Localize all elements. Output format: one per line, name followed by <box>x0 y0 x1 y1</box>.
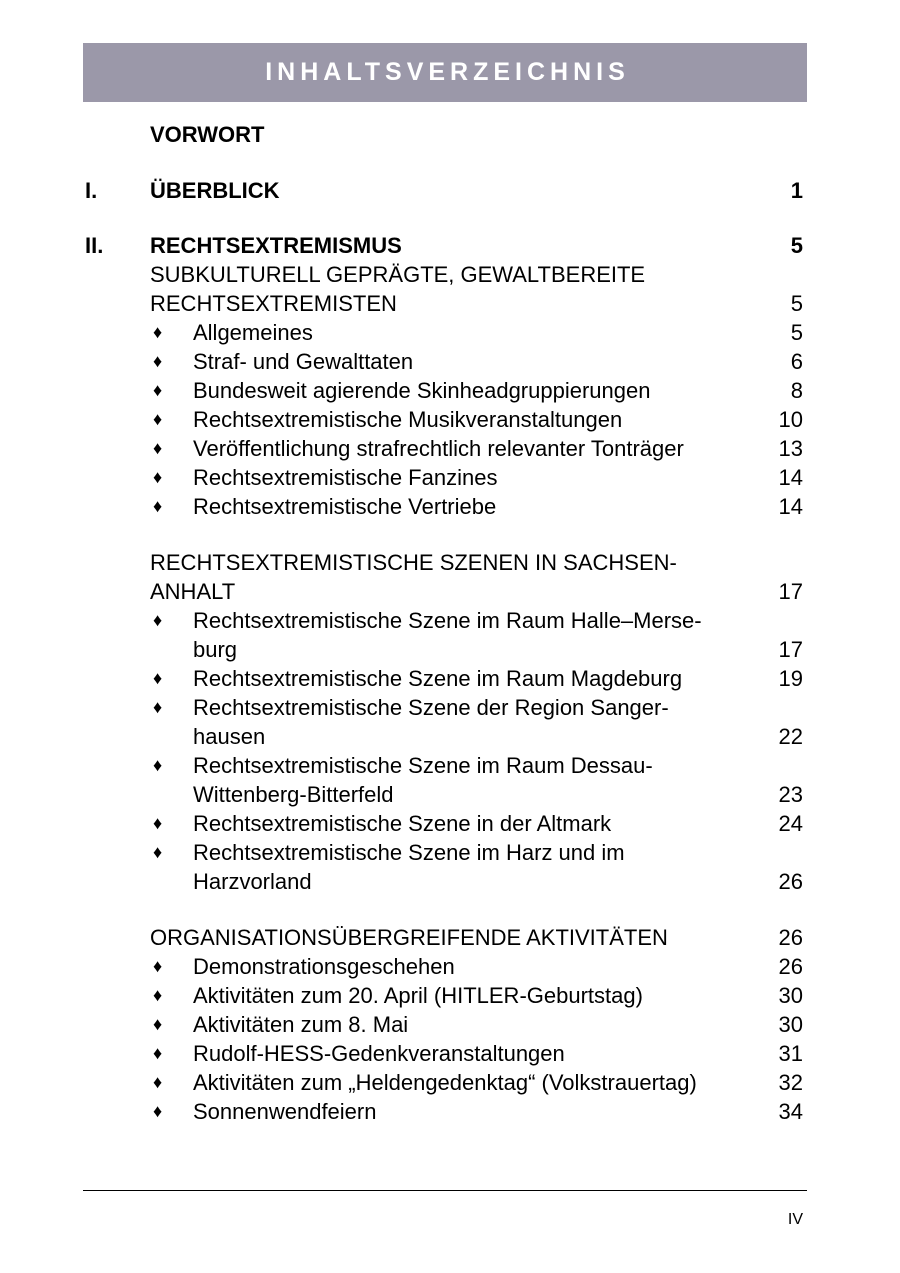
list-item[interactable] <box>83 1010 803 1039</box>
bullet-diamond-icon: ♦ <box>153 668 163 688</box>
list-item-text: hausen <box>193 724 266 749</box>
toc-entry-rechtsextremismus[interactable] <box>83 231 803 260</box>
section-title: ORGANISATIONSÜBERGREIFENDE AKTIVITÄTEN <box>150 925 668 950</box>
list-item[interactable] <box>83 318 803 347</box>
list-item[interactable] <box>83 693 803 751</box>
page-number: 17 <box>778 579 803 604</box>
page-number: 26 <box>778 954 803 979</box>
list-item[interactable] <box>83 463 803 492</box>
page-number: 14 <box>778 465 803 490</box>
page-number: 30 <box>778 983 803 1008</box>
page-number: 10 <box>778 407 803 432</box>
toc-section-subkulturell[interactable] <box>83 260 803 318</box>
list-item-text: Aktivitäten zum 20. April (HITLER-Geburtstag) <box>193 983 643 1008</box>
chapter-number: I. <box>85 178 98 203</box>
page-number: 8 <box>790 378 803 403</box>
bullet-diamond-icon: ♦ <box>153 1043 163 1063</box>
bullet-diamond-icon: ♦ <box>153 755 163 775</box>
list-item-text: Straf- und Gewalttaten <box>193 349 414 374</box>
list-item[interactable] <box>83 1039 803 1068</box>
header-bar <box>83 43 807 102</box>
list-item[interactable] <box>83 376 803 405</box>
section-title-line: SUBKULTURELL GEPRÄGTE, GEWALTBEREITE <box>150 262 646 287</box>
list-item[interactable] <box>83 1097 803 1126</box>
list-item-text: Harzvorland <box>193 869 312 894</box>
page-number: 30 <box>778 1012 803 1037</box>
list-item-text: Aktivitäten zum „Heldengedenktag“ (Volkstrauertag) <box>193 1070 697 1095</box>
page-number: 23 <box>778 782 803 807</box>
toc-list-section3 <box>83 952 803 1126</box>
page-number: 17 <box>778 637 803 662</box>
page-number: 5 <box>790 233 803 258</box>
page-number: 19 <box>778 666 803 691</box>
list-item[interactable] <box>83 952 803 981</box>
toc-entry-title: RECHTSEXTREMISMUS <box>150 233 402 258</box>
list-item[interactable] <box>83 809 803 838</box>
list-item-text: Rechtsextremistische Szene im Raum Magdeburg <box>193 666 683 691</box>
bullet-diamond-icon: ♦ <box>153 1014 163 1034</box>
toc-entry-vorwort[interactable] <box>83 120 803 149</box>
bullet-diamond-icon: ♦ <box>153 380 163 400</box>
list-item-text: Rechtsextremistische Fanzines <box>193 465 498 490</box>
bullet-diamond-icon: ♦ <box>153 322 163 342</box>
bullet-diamond-icon: ♦ <box>153 610 163 630</box>
bullet-diamond-icon: ♦ <box>153 842 163 862</box>
table-of-contents <box>83 120 803 1126</box>
list-item[interactable] <box>83 434 803 463</box>
toc-entry-title: ÜBERBLICK <box>150 178 280 203</box>
page-number: 24 <box>778 811 803 836</box>
list-item-text: Rechtsextremistische Vertriebe <box>193 494 497 519</box>
list-item-text: Sonnenwendfeiern <box>193 1099 377 1124</box>
toc-list-section2 <box>83 606 803 896</box>
section-title-line: RECHTSEXTREMISTEN <box>150 291 397 316</box>
list-item[interactable] <box>83 664 803 693</box>
list-item-text: Aktivitäten zum 8. Mai <box>193 1012 409 1037</box>
page-number: 34 <box>778 1099 803 1124</box>
page-number: 5 <box>790 320 803 345</box>
page-number: 32 <box>778 1070 803 1095</box>
list-item[interactable] <box>83 981 803 1010</box>
page-number: 26 <box>778 925 803 950</box>
list-item-text: Bundesweit agierende Skinheadgruppierungen <box>193 378 651 403</box>
list-item-text: Rechtsextremistische Musikveranstaltungen <box>193 407 623 432</box>
toc-list-section1 <box>83 318 803 521</box>
page-number: 5 <box>790 291 803 316</box>
footer-page-number: IV <box>787 1211 803 1228</box>
list-item-text: Allgemeines <box>193 320 313 345</box>
list-item[interactable] <box>83 347 803 376</box>
list-item-text: Rudolf-HESS-Gedenkveranstaltungen <box>193 1041 565 1066</box>
list-item[interactable] <box>83 751 803 809</box>
toc-entry-title: VORWORT <box>150 122 265 147</box>
list-item-text: Rechtsextremistische Szene im Raum Dessau- <box>193 753 653 778</box>
bullet-diamond-icon: ♦ <box>153 1072 163 1092</box>
list-item-text: burg <box>193 637 238 662</box>
page-number: 22 <box>778 724 803 749</box>
list-item[interactable] <box>83 1068 803 1097</box>
page-number: 13 <box>778 436 803 461</box>
bullet-diamond-icon: ♦ <box>153 351 163 371</box>
footer-divider <box>83 1190 807 1191</box>
toc-entry-ueberblick[interactable] <box>83 176 803 205</box>
toc-section-szenen[interactable] <box>83 548 803 606</box>
list-item-text: Rechtsextremistische Szene in der Altmark <box>193 811 612 836</box>
page-title: INHALTSVERZEICHNIS <box>265 58 630 86</box>
list-item-text: Veröffentlichung strafrechtlich relevanter Tonträger <box>193 436 684 461</box>
page-number: 31 <box>778 1041 803 1066</box>
section-title-line: RECHTSEXTREMISTISCHE SZENEN IN SACHSEN- <box>150 550 677 575</box>
toc-section-aktivitaeten[interactable] <box>83 923 803 952</box>
bullet-diamond-icon: ♦ <box>153 956 163 976</box>
bullet-diamond-icon: ♦ <box>153 409 163 429</box>
chapter-number: II. <box>85 233 104 258</box>
list-item[interactable] <box>83 606 803 664</box>
list-item-text: Wittenberg-Bitterfeld <box>193 782 394 807</box>
list-item-text: Rechtsextremistische Szene im Harz und im <box>193 840 625 865</box>
page-number: 14 <box>778 494 803 519</box>
list-item-text: Demonstrationsgeschehen <box>193 954 455 979</box>
bullet-diamond-icon: ♦ <box>153 496 163 516</box>
bullet-diamond-icon: ♦ <box>153 697 163 717</box>
bullet-diamond-icon: ♦ <box>153 813 163 833</box>
list-item[interactable] <box>83 838 803 896</box>
page-number: 26 <box>778 869 803 894</box>
bullet-diamond-icon: ♦ <box>153 467 163 487</box>
section-title-line: ANHALT <box>150 579 236 604</box>
list-item-text: Rechtsextremistische Szene der Region Sanger- <box>193 695 669 720</box>
bullet-diamond-icon: ♦ <box>153 438 163 458</box>
bullet-diamond-icon: ♦ <box>153 1101 163 1121</box>
list-item[interactable] <box>83 405 803 434</box>
list-item[interactable] <box>83 492 803 521</box>
list-item-text: Rechtsextremistische Szene im Raum Halle–Merse- <box>193 608 702 633</box>
page-number: 1 <box>790 178 803 203</box>
page-number: 6 <box>790 349 803 374</box>
bullet-diamond-icon: ♦ <box>153 985 163 1005</box>
